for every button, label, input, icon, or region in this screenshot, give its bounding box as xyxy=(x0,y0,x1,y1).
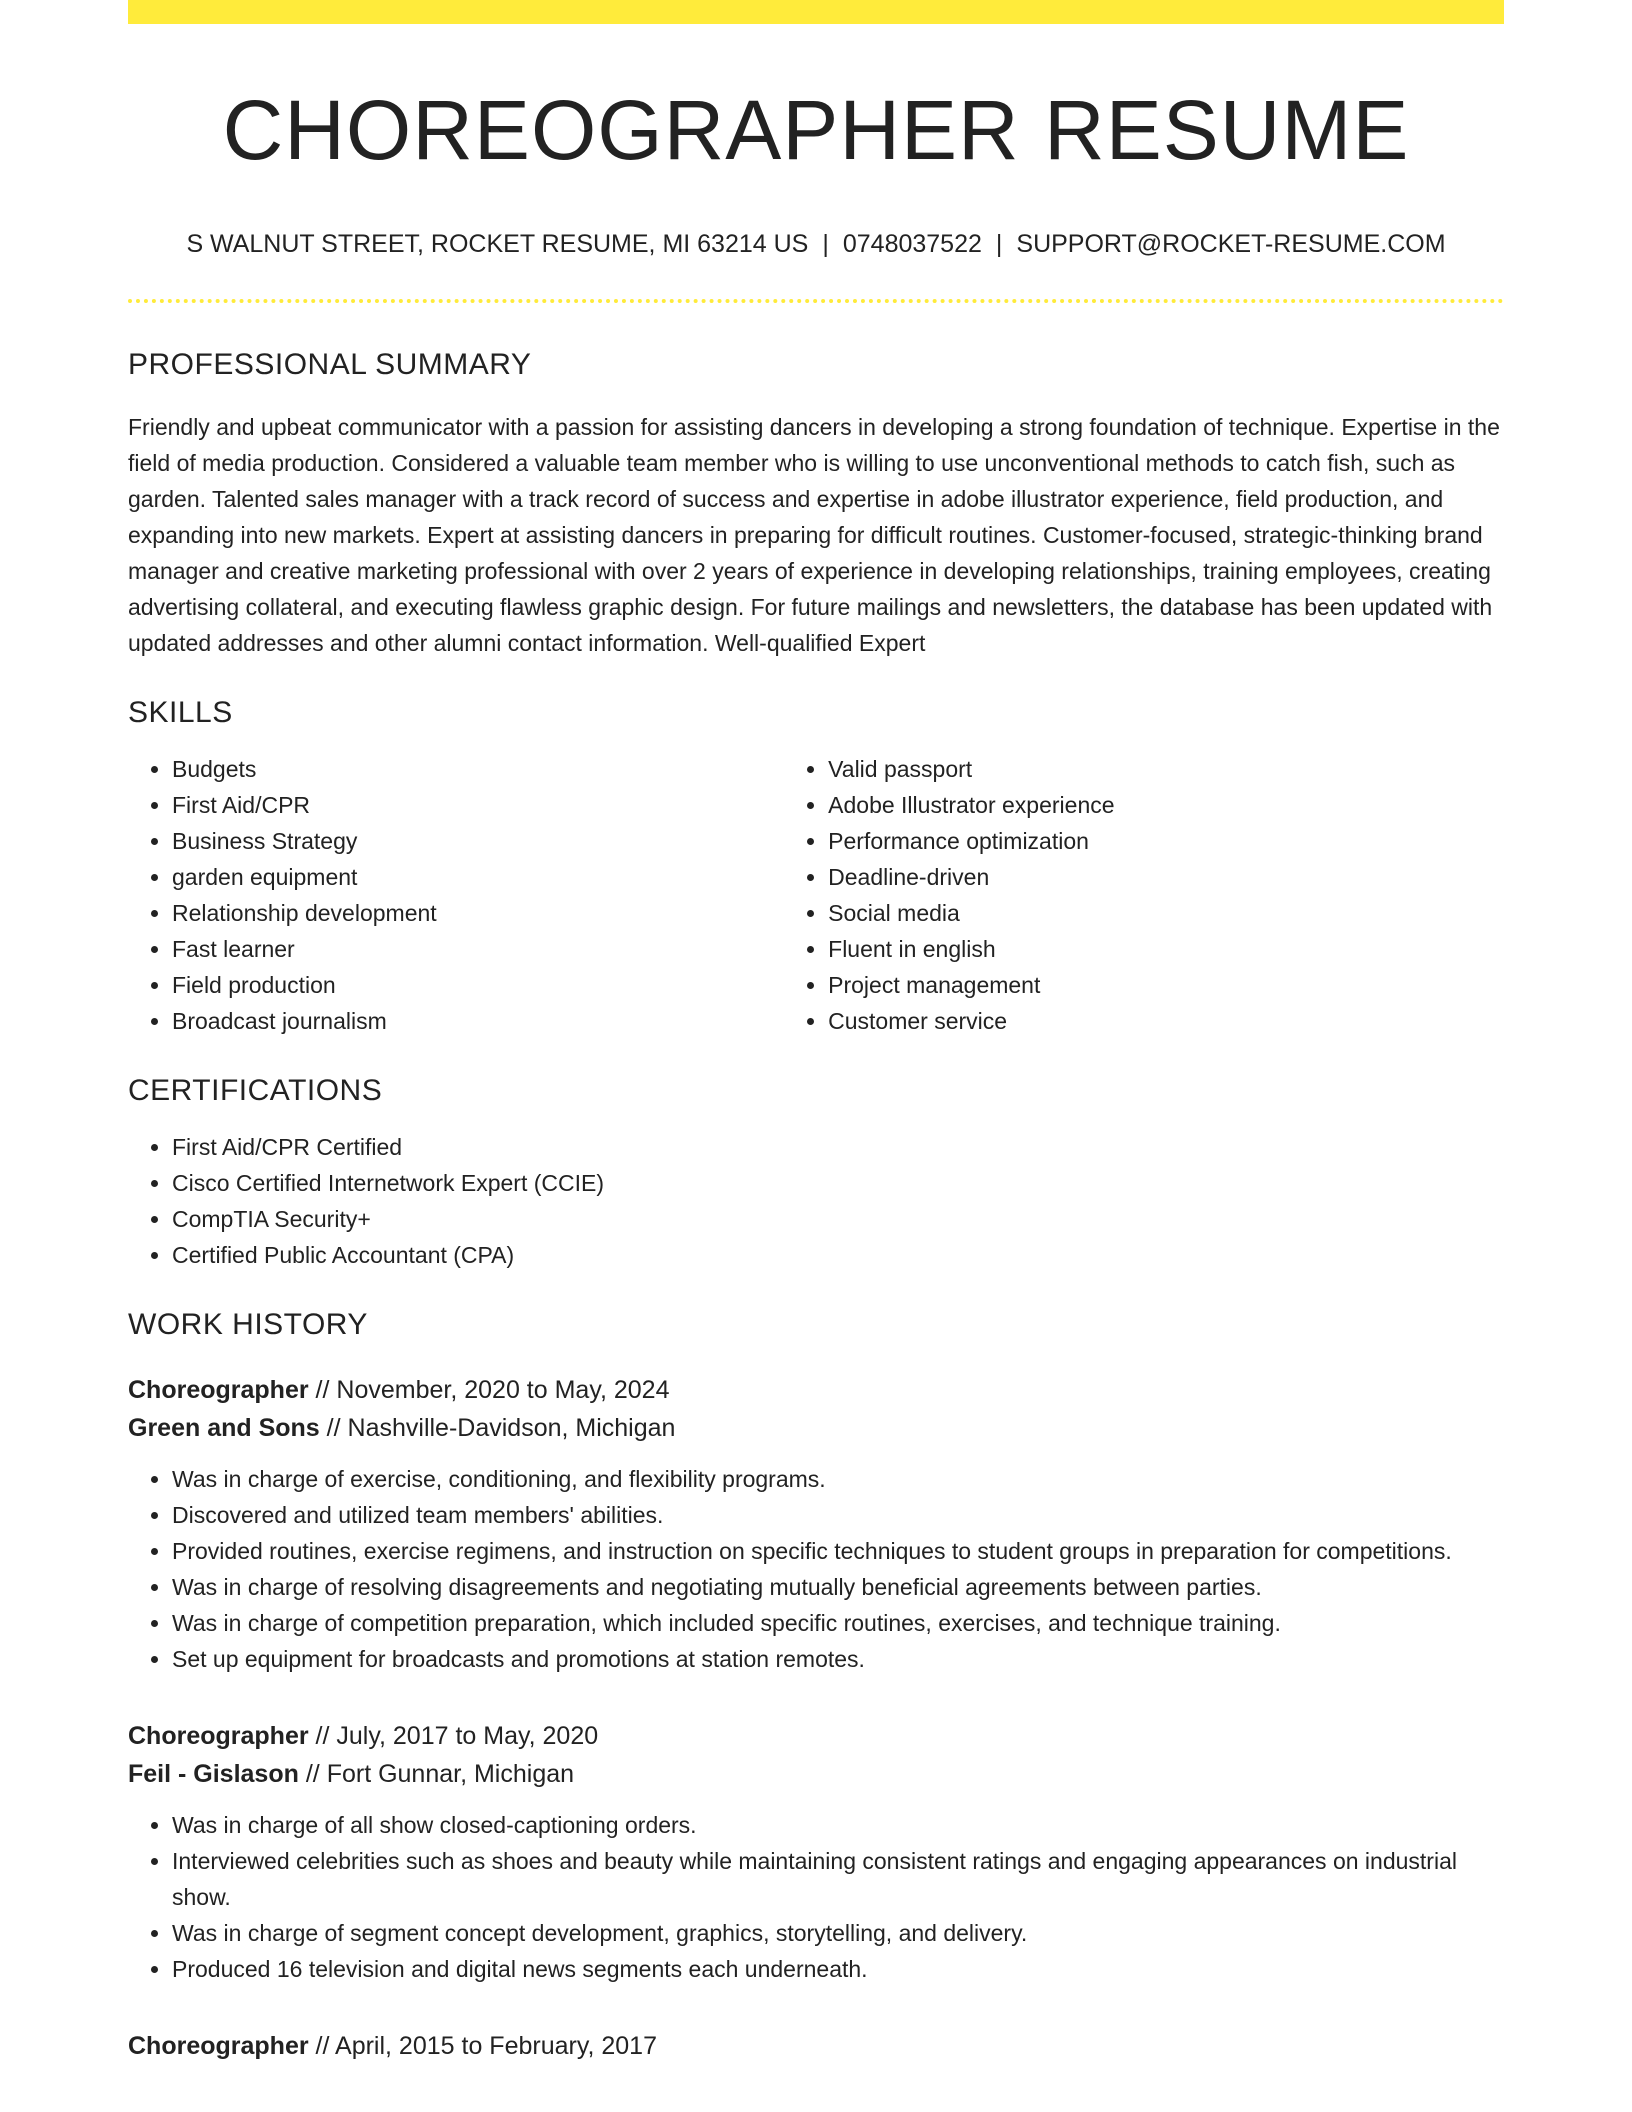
job-dates: November, 2020 to May, 2024 xyxy=(336,1375,670,1404)
contact-separator: | xyxy=(822,230,829,259)
resume-title: CHOREOGRAPHER RESUME xyxy=(222,83,1410,177)
job-location: Fort Gunnar, Michigan xyxy=(326,1759,575,1788)
job-company: Feil - Gislason xyxy=(128,1759,299,1788)
date-separator: // xyxy=(315,1721,330,1750)
skill-item: • Fluent in english xyxy=(828,931,1504,967)
skill-item: • garden equipment xyxy=(172,859,784,895)
job-title: Choreographer xyxy=(128,1375,309,1404)
skill-item: • Broadcast journalism xyxy=(172,1003,784,1039)
job-title: Choreographer xyxy=(128,1721,309,1750)
job-company-line xyxy=(128,1755,1504,1793)
job-location: Nashville-Davidson, Michigan xyxy=(347,1413,676,1442)
certification-item: • Certified Public Accountant (CPA) xyxy=(172,1237,1504,1273)
job-company: Green and Sons xyxy=(128,1413,320,1442)
date-separator: // xyxy=(326,1413,341,1442)
job-duty-item: • Produced 16 television and digital news segments each underneath. xyxy=(172,1951,1504,1987)
job-title-line xyxy=(128,1371,1504,1409)
skill-item: • Project management xyxy=(828,967,1504,1003)
certification-item: • First Aid/CPR Certified xyxy=(172,1129,1504,1165)
job-dates: July, 2017 to May, 2020 xyxy=(336,1721,599,1750)
job-title: Choreographer xyxy=(128,2031,309,2060)
contact-line xyxy=(128,228,1504,261)
job-entry xyxy=(128,2027,1504,2065)
certifications-heading: CERTIFICATIONS xyxy=(128,1073,383,1107)
skill-item: • First Aid/CPR xyxy=(172,787,784,823)
skill-item: • Adobe Illustrator experience xyxy=(828,787,1504,823)
certifications-list xyxy=(128,1129,1504,1273)
dotted-divider xyxy=(128,299,1504,303)
date-separator: // xyxy=(305,1759,320,1788)
job-dates: April, 2015 to February, 2017 xyxy=(335,2031,657,2060)
job-duties-list xyxy=(128,1461,1504,1677)
skill-item: • Field production xyxy=(172,967,784,1003)
phone: 0748037522 xyxy=(842,230,982,259)
skills-list-left xyxy=(128,751,784,1039)
skills-grid xyxy=(128,751,1504,1039)
job-duties-list xyxy=(128,1807,1504,1987)
skill-item: • Deadline-driven xyxy=(828,859,1504,895)
job-title-line xyxy=(128,1717,1504,1755)
skill-item: • Social media xyxy=(828,895,1504,931)
certification-item: • CompTIA Security+ xyxy=(172,1201,1504,1237)
job-duty-item: • Was in charge of segment concept development, graphics, storytelling, and delivery. xyxy=(172,1915,1504,1951)
email: SUPPORT@ROCKET-RESUME.COM xyxy=(1016,230,1446,259)
job-entry xyxy=(128,1717,1504,1987)
skills-list-right xyxy=(784,751,1504,1039)
job-duty-item: • Set up equipment for broadcasts and promotions at station remotes. xyxy=(172,1641,1504,1677)
accent-top-bar xyxy=(128,0,1504,24)
job-title-line xyxy=(128,2027,1504,2065)
job-duty-item: • Interviewed celebrities such as shoes and beauty while maintaining consistent ratings and engaging appearances on industrial show. xyxy=(172,1843,1504,1915)
date-separator: // xyxy=(315,1375,330,1404)
job-duty-item: • Provided routines, exercise regimens, and instruction on specific techniques to student groups in preparation for competitions. xyxy=(172,1533,1504,1569)
job-duty-item: • Discovered and utilized team members' abilities. xyxy=(172,1497,1504,1533)
resume-page xyxy=(128,0,1504,2065)
job-duty-item: • Was in charge of exercise, conditioning, and flexibility programs. xyxy=(172,1461,1504,1497)
certification-item: • Cisco Certified Internetwork Expert (CCIE) xyxy=(172,1165,1504,1201)
skills-heading: SKILLS xyxy=(128,695,233,729)
summary-text: Friendly and upbeat communicator with a passion for assisting dancers in developing a strong foundation of technique. Expertise in the field of media production. Considered a valuable team member who is willing to use unconventional methods to catch fish, such as garden. Talented sales manager with a track record of success and expertise in adobe illustrator experience, field production, and expanding into new markets. Expert at assisting dancers in preparing for difficult routines. Customer-focused, strategic-thinking brand manager and creative marketing professional with over 2 years of experience in developing relationships, training employees, creating advertising collateral, and executing flawless graphic design. For future mailings and newsletters, the database has been updated with updated addresses and other alumni contact information. Well-qualified Expert xyxy=(128,413,1500,656)
address: S WALNUT STREET, ROCKET RESUME, MI 63214 US xyxy=(186,230,809,259)
skill-item: • Valid passport xyxy=(828,751,1504,787)
skill-item: • Relationship development xyxy=(172,895,784,931)
skill-item: • Fast learner xyxy=(172,931,784,967)
contact-separator: | xyxy=(995,230,1003,259)
job-company-line xyxy=(128,1409,1504,1447)
skill-item: • Budgets xyxy=(172,751,784,787)
skill-item: • Customer service xyxy=(828,1003,1504,1039)
skill-item: • Business Strategy xyxy=(172,823,784,859)
date-separator: // xyxy=(315,2031,330,2060)
job-duty-item: • Was in charge of competition preparation, which included specific routines, exercises, and technique training. xyxy=(172,1605,1504,1641)
job-duty-item: • Was in charge of all show closed-captioning orders. xyxy=(172,1807,1504,1843)
work-history-heading: WORK HISTORY xyxy=(128,1307,368,1341)
summary-heading: PROFESSIONAL SUMMARY xyxy=(128,347,532,381)
skill-item: • Performance optimization xyxy=(828,823,1504,859)
job-duty-item: • Was in charge of resolving disagreements and negotiating mutually beneficial agreements between parties. xyxy=(172,1569,1504,1605)
job-entry xyxy=(128,1371,1504,1677)
